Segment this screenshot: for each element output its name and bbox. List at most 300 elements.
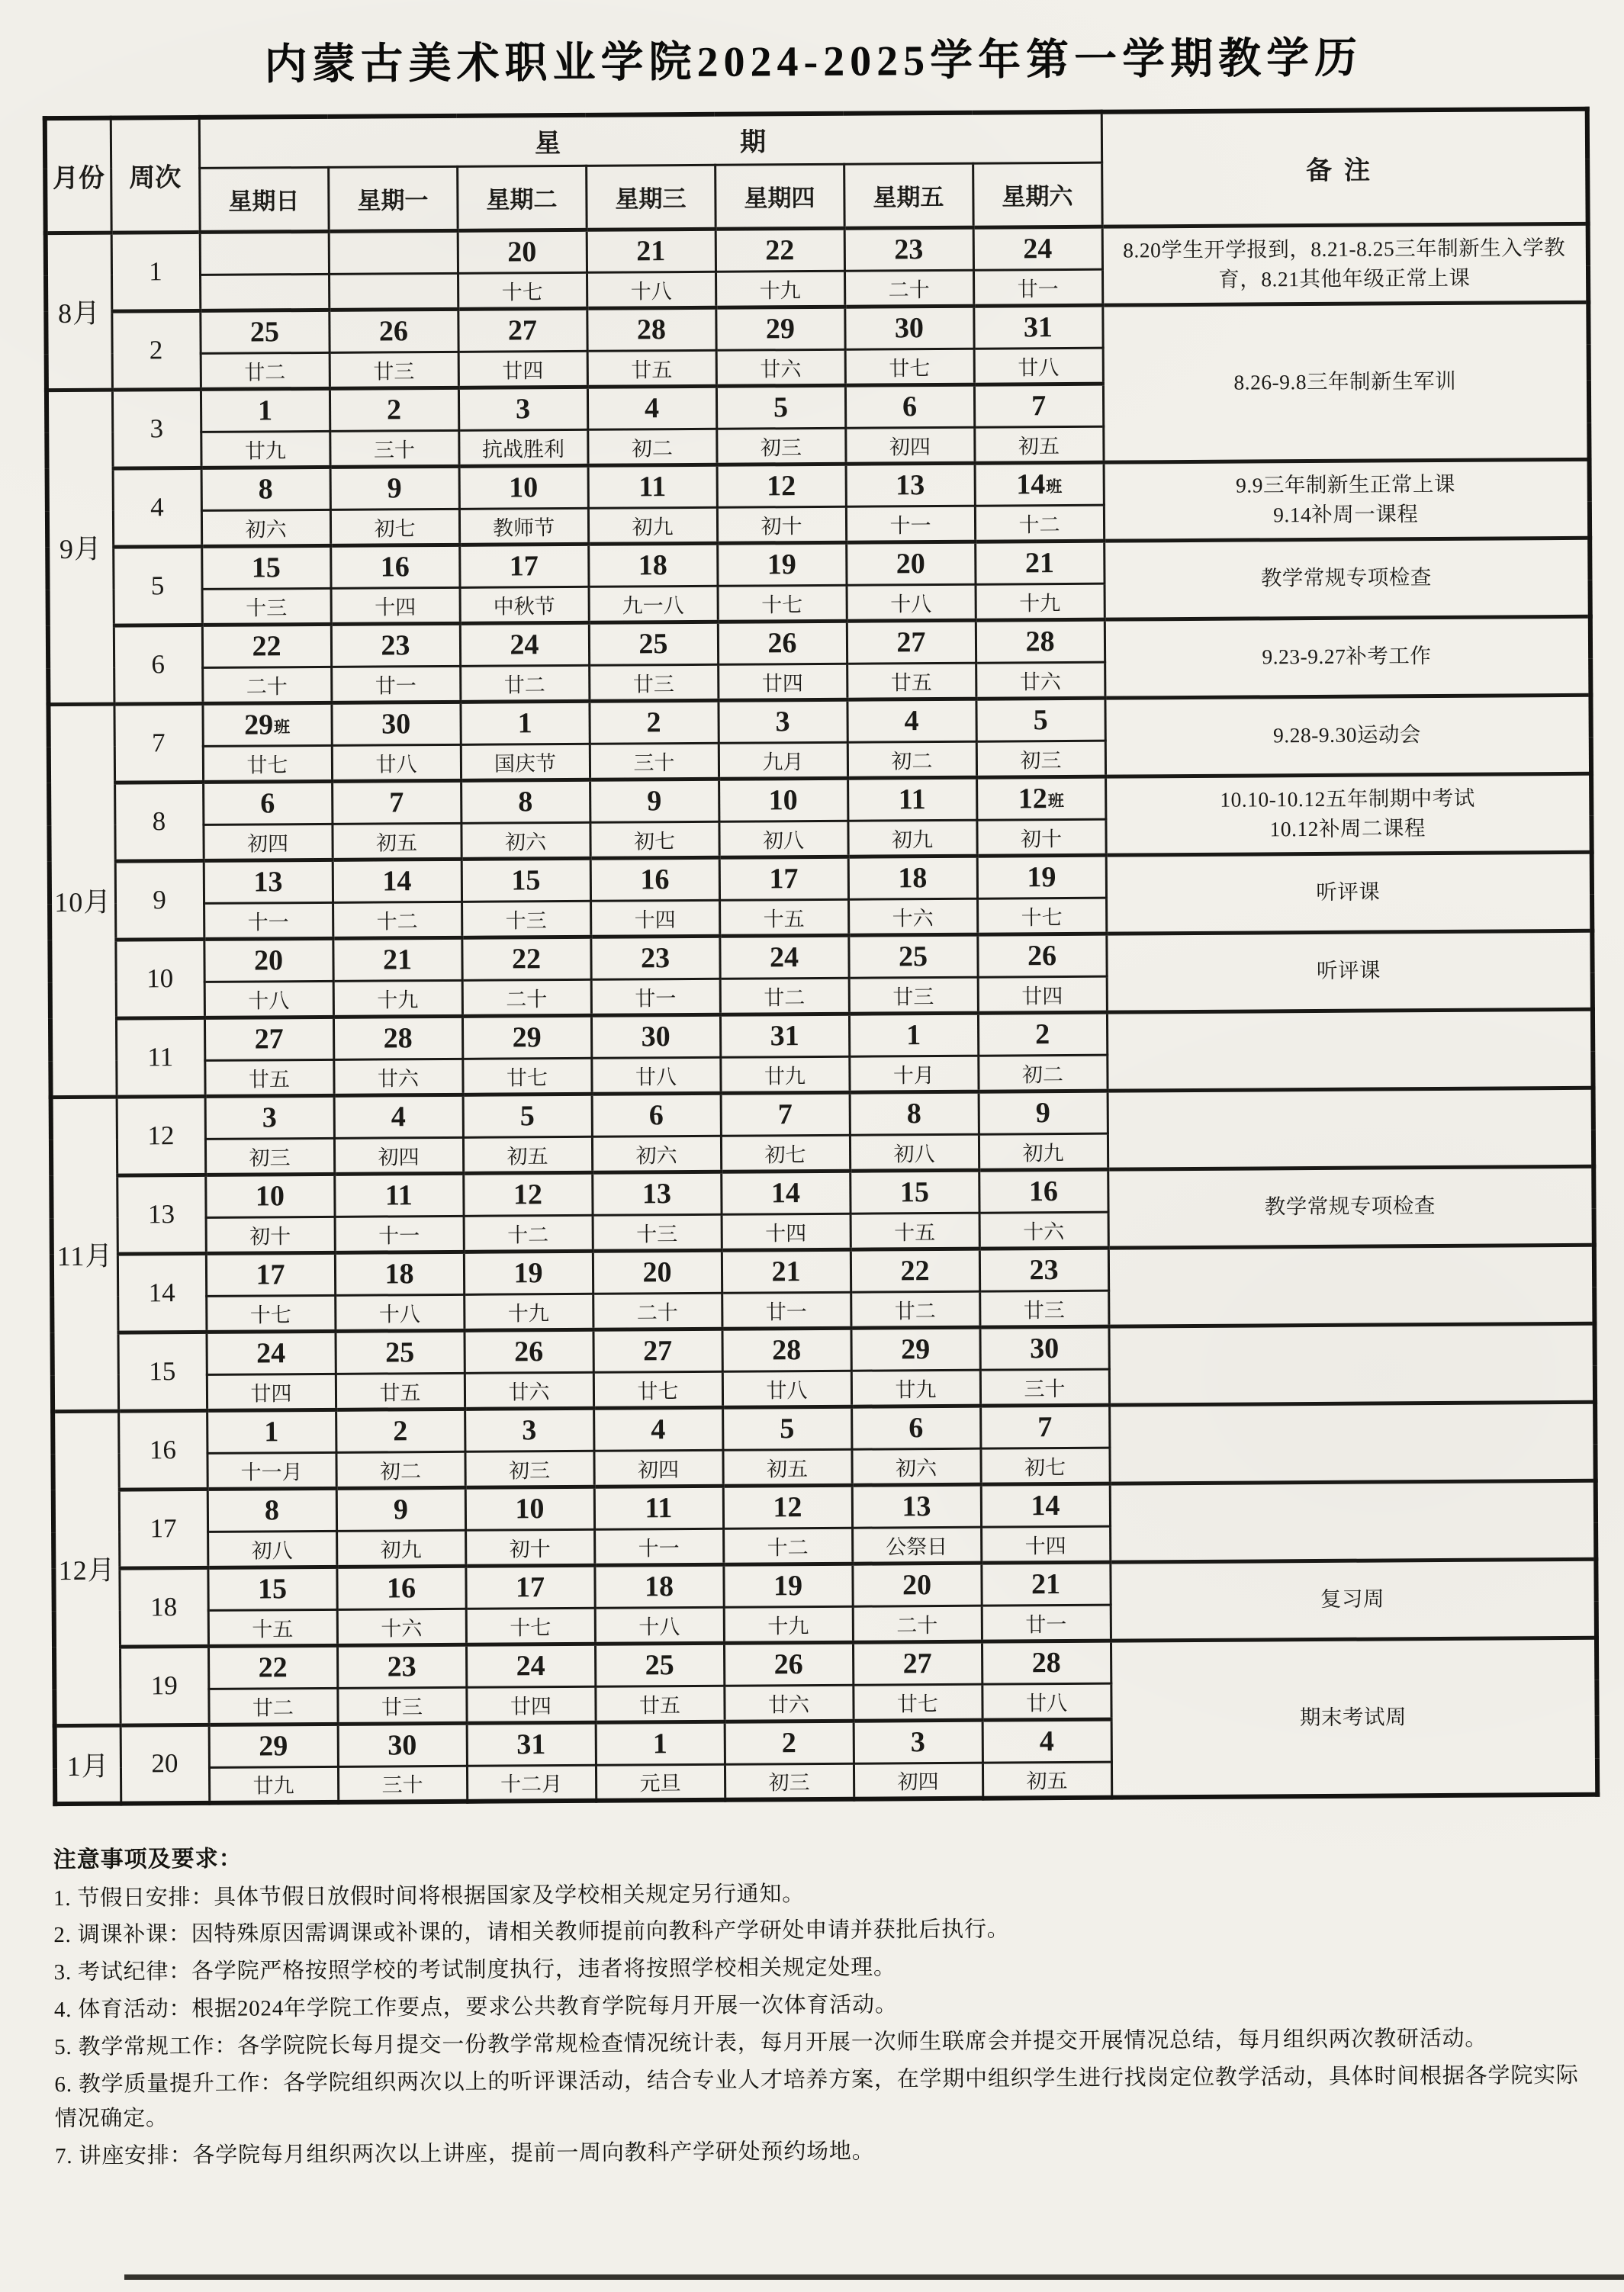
date-cell: 22 <box>208 1645 337 1689</box>
date-cell: 14 <box>333 859 461 902</box>
lunar-cell: 廿五 <box>587 350 716 387</box>
date-cell: 16 <box>590 857 719 901</box>
week-18-date-row <box>53 1559 1596 1611</box>
lunar-cell: 十八 <box>847 584 976 621</box>
lunar-cell: 十一 <box>204 902 333 939</box>
lunar-cell: 十八 <box>587 272 716 308</box>
remark-cell <box>1109 1402 1596 1484</box>
week-group-char: 星 <box>534 130 561 159</box>
date-cell: 20 <box>852 1563 981 1606</box>
date-cell: 18 <box>588 543 717 587</box>
lunar-cell: 初八 <box>207 1531 336 1567</box>
remark-cell: 听评课 <box>1106 852 1593 934</box>
lunar-cell: 十四 <box>590 900 719 937</box>
lunar-cell: 初六 <box>592 1136 721 1172</box>
lunar-cell: 十八 <box>595 1607 724 1644</box>
remark-cell: 8.20学生开学报到，8.21-8.25三年制新生入学教育，8.21其他年级正常上课 <box>1102 223 1589 305</box>
date-cell: 19 <box>977 855 1106 898</box>
lunar-cell: 廿一 <box>722 1292 851 1329</box>
header-weekday-thu: 星期四 <box>715 164 844 229</box>
lunar-cell: 十三 <box>461 901 590 937</box>
note-item-5: 5. 教学常规工作：各学院院长每月提交一份教学常规检查情况统计表，每月开展一次师生联席会并提交开展情况总结，每月组织两次教研活动。 <box>54 2026 1488 2060</box>
lunar-cell: 公祭日 <box>852 1527 981 1564</box>
lunar-cell: 初十 <box>206 1217 335 1253</box>
date-cell: 20 <box>458 230 587 273</box>
remark-cell: 9.23-9.27补考工作 <box>1105 616 1591 698</box>
date-cell: 1 <box>596 1721 725 1765</box>
week-13-date-row <box>51 1166 1593 1218</box>
date-cell: 27 <box>204 1017 333 1060</box>
teaching-calendar-table <box>43 107 1600 1806</box>
date-cell <box>329 230 458 274</box>
lunar-cell: 十三 <box>593 1214 722 1251</box>
month-label: 11月 <box>51 1097 119 1412</box>
date-cell: 1 <box>460 701 589 744</box>
lunar-cell: 廿四 <box>718 664 847 700</box>
date-cell: 23 <box>337 1644 466 1688</box>
date-cell: 30 <box>338 1723 467 1766</box>
notes-heading: 注意事项及要求： <box>53 1846 243 1873</box>
date-cell: 2 <box>336 1409 465 1452</box>
lunar-cell: 初八 <box>719 821 847 857</box>
lunar-cell: 初七 <box>590 821 719 858</box>
date-cell: 19 <box>723 1564 852 1607</box>
scan-edge-line <box>124 2274 1624 2280</box>
week-5-date-row <box>47 538 1590 590</box>
remark-cell: 教学常规专项检查 <box>1104 538 1590 619</box>
header-week-group <box>199 112 1101 168</box>
date-cell: 4 <box>847 699 976 742</box>
lunar-cell: 初五 <box>722 1449 851 1486</box>
date-cell: 7 <box>974 384 1103 427</box>
date-cell: 15 <box>850 1170 979 1214</box>
lunar-cell: 廿七 <box>203 745 332 782</box>
lunar-cell: 初二 <box>978 1055 1107 1091</box>
lunar-cell: 十六 <box>337 1609 466 1645</box>
date-cell: 24 <box>719 935 848 979</box>
date-cell: 31 <box>467 1722 596 1766</box>
lunar-cell: 初二 <box>336 1451 465 1488</box>
lunar-cell: 廿三 <box>589 664 718 701</box>
header-month: 月份 <box>45 118 111 233</box>
lunar-cell: 廿五 <box>204 1059 333 1096</box>
lunar-cell: 初七 <box>330 509 459 545</box>
lunar-cell: 十七 <box>718 585 847 622</box>
date-cell: 22 <box>851 1249 979 1292</box>
lunar-cell: 廿八 <box>982 1683 1111 1720</box>
lunar-cell: 元旦 <box>596 1764 725 1801</box>
lunar-cell: 初三 <box>976 741 1105 777</box>
date-cell: 1 <box>201 388 330 432</box>
date-cell: 3 <box>718 699 847 743</box>
date-cell: 2 <box>330 387 458 431</box>
lunar-cell: 初九 <box>588 507 717 544</box>
date-cell: 12班 <box>976 776 1105 820</box>
lunar-cell: 十五 <box>851 1213 979 1249</box>
date-cell: 23 <box>979 1248 1108 1291</box>
lunar-cell: 廿六 <box>465 1372 593 1409</box>
lunar-cell: 廿一 <box>973 269 1102 306</box>
makeup-class-marker: 班 <box>274 717 291 736</box>
lunar-cell: 国庆节 <box>461 744 590 780</box>
lunar-cell: 廿二 <box>208 1688 337 1725</box>
note-item-7: 7. 讲座安排：各学院每月组织两次以上讲座，提前一周向教科产学研处预约场地。 <box>54 2139 875 2169</box>
week-14-date-row <box>52 1245 1594 1297</box>
date-cell: 25 <box>848 934 977 978</box>
date-cell: 2 <box>589 700 718 744</box>
date-cell: 12 <box>723 1485 852 1529</box>
lunar-cell: 廿四 <box>458 351 587 387</box>
date-cell: 24 <box>466 1644 595 1687</box>
date-cell: 3 <box>458 387 587 430</box>
date-cell: 16 <box>330 545 459 588</box>
date-cell: 26 <box>977 934 1106 977</box>
week-number: 19 <box>120 1646 209 1725</box>
lunar-cell: 廿一 <box>591 979 720 1015</box>
date-cell: 27 <box>853 1641 982 1685</box>
week-12-date-row <box>51 1088 1593 1140</box>
date-cell: 7 <box>980 1405 1109 1448</box>
date-cell: 25 <box>595 1643 724 1686</box>
date-cell: 24 <box>206 1331 335 1374</box>
lunar-cell: 廿六 <box>333 1059 462 1095</box>
lunar-cell: 廿二 <box>720 978 849 1014</box>
lunar-cell <box>200 274 329 310</box>
lunar-cell: 廿四 <box>978 976 1107 1013</box>
lunar-cell: 廿六 <box>716 349 845 386</box>
date-cell: 21 <box>587 229 716 272</box>
date-cell: 20 <box>593 1250 722 1294</box>
date-cell: 19 <box>464 1251 593 1294</box>
date-cell: 23 <box>590 936 719 979</box>
document-content <box>42 17 1597 2177</box>
date-cell: 8 <box>850 1091 979 1135</box>
page-title: 内蒙古美术职业学院2024-2025学年第一学期教学历 <box>264 34 1363 89</box>
date-cell: 12 <box>717 464 846 507</box>
week-number: 13 <box>117 1175 206 1254</box>
remark-cell <box>1107 1009 1593 1091</box>
date-cell: 28 <box>333 1016 462 1059</box>
lunar-cell: 十三 <box>202 588 331 625</box>
month-label: 9月 <box>47 390 114 705</box>
week-number: 3 <box>112 389 201 468</box>
date-cell: 5 <box>463 1094 592 1137</box>
lunar-cell: 廿五 <box>595 1686 724 1722</box>
week-19-date-row <box>54 1638 1597 1689</box>
header-remark: 备注 <box>1101 109 1588 227</box>
remark-cell: 8.26-9.8三年制新生军训 <box>1102 302 1589 462</box>
lunar-cell: 初三 <box>716 428 845 465</box>
lunar-cell: 十七 <box>206 1295 335 1332</box>
lunar-cell: 十九 <box>716 271 844 307</box>
date-cell: 13 <box>204 860 333 903</box>
header-weekday-wed: 星期三 <box>586 165 716 230</box>
lunar-cell: 廿八 <box>332 744 461 781</box>
lunar-cell: 廿五 <box>847 663 976 699</box>
date-cell: 28 <box>976 619 1105 663</box>
lunar-cell: 初三 <box>205 1138 334 1175</box>
remark-cell: 9.9三年制新生正常上课 9.14补周一课程 <box>1104 459 1590 541</box>
lunar-cell: 廿九 <box>209 1766 338 1803</box>
date-cell: 3 <box>205 1095 334 1139</box>
lunar-cell: 廿二 <box>851 1291 979 1328</box>
date-cell: 1 <box>207 1410 336 1453</box>
date-cell: 26 <box>464 1329 593 1373</box>
date-cell: 3 <box>465 1408 593 1451</box>
date-cell: 27 <box>593 1329 722 1372</box>
week-number: 9 <box>115 860 204 940</box>
lunar-cell: 廿九 <box>851 1370 980 1406</box>
date-cell: 22 <box>202 624 331 667</box>
lunar-cell: 初二 <box>587 429 716 465</box>
remark-cell: 10.10-10.12五年制期中考试 10.12补周二课程 <box>1105 773 1592 855</box>
date-cell: 21 <box>975 541 1104 584</box>
lunar-cell: 十四 <box>722 1214 851 1250</box>
lunar-cell: 廿三 <box>337 1687 466 1724</box>
lunar-cell: 十五 <box>208 1609 337 1646</box>
date-cell: 9 <box>336 1487 465 1531</box>
date-cell: 23 <box>331 623 460 667</box>
lunar-cell: 廿三 <box>849 977 978 1014</box>
date-cell: 24 <box>460 622 589 666</box>
lunar-cell: 十七 <box>977 898 1106 934</box>
lunar-cell: 初六 <box>201 510 330 546</box>
remark-cell: 9.28-9.30运动会 <box>1105 695 1592 776</box>
lunar-cell: 廿八 <box>974 348 1103 384</box>
calendar-body <box>46 223 1598 1804</box>
lunar-cell: 初五 <box>463 1136 592 1173</box>
date-cell: 29 <box>851 1327 979 1371</box>
lunar-cell: 二十 <box>462 979 591 1016</box>
lunar-cell: 廿八 <box>722 1371 851 1407</box>
week-11-date-row <box>50 1009 1593 1061</box>
date-cell: 5 <box>722 1406 851 1450</box>
date-cell: 8 <box>201 467 330 510</box>
date-cell: 22 <box>716 228 844 272</box>
date-cell: 26 <box>724 1642 853 1686</box>
lunar-cell: 初三 <box>725 1763 854 1800</box>
date-cell: 10 <box>719 778 847 821</box>
header-weekday-sun: 星期日 <box>199 167 329 232</box>
week-number: 5 <box>113 546 202 625</box>
header-weekday-tue: 星期二 <box>457 166 587 230</box>
lunar-cell: 初四 <box>845 427 974 464</box>
date-cell: 13 <box>852 1484 981 1528</box>
date-cell: 31 <box>720 1014 849 1057</box>
lunar-cell: 十八 <box>335 1294 464 1331</box>
date-cell: 25 <box>589 622 718 665</box>
lunar-cell: 初五 <box>332 823 461 860</box>
date-cell: 1 <box>849 1013 978 1056</box>
week-number: 17 <box>119 1489 208 1568</box>
date-cell: 10 <box>459 465 588 509</box>
remark-cell: 听评课 <box>1106 931 1593 1012</box>
lunar-cell: 九月 <box>719 742 847 779</box>
calendar-header <box>45 109 1588 233</box>
date-cell: 2 <box>725 1721 854 1764</box>
header-weekday-sat: 星期六 <box>973 162 1102 227</box>
date-cell: 6 <box>203 781 332 825</box>
week-number: 1 <box>111 232 201 311</box>
lunar-cell: 廿六 <box>976 662 1105 699</box>
lunar-cell: 教师节 <box>459 508 588 545</box>
lunar-cell: 初六 <box>461 822 590 859</box>
lunar-cell: 十八 <box>204 981 333 1017</box>
date-cell: 21 <box>722 1249 851 1293</box>
week-17-date-row <box>53 1480 1596 1532</box>
note-item-3: 3. 考试纪律：各学院严格按照学校的考试制度执行，违者将按照学校相关规定处理。 <box>53 1955 896 1985</box>
lunar-cell: 廿五 <box>336 1373 465 1410</box>
date-cell: 6 <box>845 384 974 428</box>
date-cell: 29 <box>462 1015 591 1059</box>
lunar-cell: 十五 <box>719 899 848 936</box>
lunar-cell: 初九 <box>847 820 976 857</box>
lunar-cell: 十月 <box>849 1056 978 1092</box>
date-cell: 14 <box>721 1171 850 1214</box>
remark-cell <box>1110 1480 1597 1562</box>
lunar-cell: 十二 <box>333 902 461 938</box>
lunar-cell: 十四 <box>331 587 460 624</box>
date-cell: 6 <box>592 1093 721 1136</box>
date-cell: 30 <box>331 702 460 745</box>
header-row-group <box>45 109 1587 169</box>
lunar-cell: 十二 <box>975 505 1104 542</box>
lunar-cell: 十六 <box>848 898 977 935</box>
lunar-cell: 初十 <box>465 1529 594 1566</box>
date-cell: 11 <box>334 1173 463 1217</box>
lunar-cell: 廿三 <box>330 352 458 388</box>
week-10-date-row <box>50 931 1592 982</box>
lunar-cell: 九一八 <box>589 586 718 622</box>
date-cell: 4 <box>334 1095 463 1138</box>
lunar-cell: 十一月 <box>207 1452 336 1489</box>
week-number: 10 <box>115 939 204 1018</box>
date-cell: 17 <box>719 857 848 900</box>
remark-cell: 复习周 <box>1110 1559 1597 1641</box>
lunar-cell: 十一 <box>335 1216 464 1252</box>
lunar-cell: 十六 <box>979 1212 1108 1249</box>
date-cell: 13 <box>592 1172 721 1215</box>
date-cell: 29 <box>209 1724 338 1767</box>
month-label: 10月 <box>48 704 116 1098</box>
week-number: 16 <box>118 1410 207 1490</box>
note-item-1: 1. 节假日安排：具体节假日放假时间将根据国家及学校相关规定另行通知。 <box>53 1881 806 1911</box>
lunar-cell: 二十 <box>853 1606 982 1642</box>
week-1-date-row <box>46 223 1588 275</box>
header-weekday-fri: 星期五 <box>844 163 973 228</box>
remark-cell <box>1108 1245 1595 1326</box>
week-number: 20 <box>121 1725 210 1804</box>
date-cell: 7 <box>332 780 461 824</box>
date-cell: 15 <box>207 1567 336 1610</box>
week-number: 6 <box>114 625 203 704</box>
lunar-cell: 廿四 <box>207 1374 336 1410</box>
date-cell: 21 <box>981 1562 1110 1606</box>
week-9-date-row <box>50 852 1592 904</box>
date-cell: 27 <box>847 620 976 664</box>
lunar-cell: 初九 <box>979 1133 1108 1170</box>
date-cell: 30 <box>591 1014 720 1058</box>
lunar-cell: 初二 <box>847 741 976 778</box>
makeup-class-marker: 班 <box>1046 477 1063 496</box>
week-16-date-row <box>53 1402 1595 1454</box>
date-cell: 21 <box>333 937 461 981</box>
date-cell: 4 <box>593 1407 722 1451</box>
lunar-cell: 廿七 <box>462 1058 591 1095</box>
week-number: 12 <box>117 1096 206 1175</box>
date-cell: 11 <box>588 465 717 508</box>
date-cell: 20 <box>846 542 975 585</box>
date-cell: 22 <box>461 937 590 980</box>
lunar-cell: 十一 <box>846 506 975 542</box>
lunar-cell: 十一 <box>594 1529 723 1565</box>
lunar-cell: 初四 <box>854 1763 982 1799</box>
lunar-cell: 中秋节 <box>460 587 589 623</box>
note-item-2: 2. 调课补课：因特殊原因需调课或补课的，请相关教师提前向教科产学研处申请并获批后执行。 <box>53 1917 1010 1948</box>
week-number: 15 <box>117 1332 207 1411</box>
lunar-cell: 初四 <box>334 1137 463 1174</box>
lunar-cell: 三十 <box>330 430 458 467</box>
date-cell: 17 <box>459 544 588 587</box>
date-cell: 9 <box>979 1091 1108 1134</box>
date-cell <box>200 231 329 275</box>
lunar-cell: 初五 <box>982 1762 1111 1799</box>
note-item-6: 6. 教学质量提升工作：各学院组织两次以上的听评课活动，结合专业人才培养方案，在学期中组织学生进行找岗定位教学活动，具体时间根据各学院实际情况确定。 <box>54 2063 1579 2132</box>
header-weekday-mon: 星期一 <box>328 166 458 231</box>
week-7-date-row <box>48 695 1590 747</box>
lunar-cell: 十九 <box>976 583 1105 620</box>
date-cell: 29班 <box>202 702 331 746</box>
date-cell: 8 <box>207 1488 336 1532</box>
lunar-cell: 初四 <box>593 1450 722 1487</box>
lunar-cell: 廿七 <box>853 1684 982 1721</box>
remark-cell <box>1108 1088 1594 1169</box>
month-label: 1月 <box>55 1725 121 1805</box>
date-cell: 25 <box>335 1330 464 1374</box>
lunar-cell: 二十 <box>844 270 973 307</box>
date-cell: 5 <box>976 698 1105 741</box>
lunar-cell: 十二月 <box>467 1765 596 1802</box>
date-cell: 14 <box>981 1484 1110 1527</box>
date-cell: 7 <box>721 1092 850 1136</box>
lunar-cell <box>329 273 458 310</box>
lunar-cell: 初七 <box>721 1135 850 1172</box>
week-number: 2 <box>111 310 201 390</box>
date-cell: 15 <box>201 545 330 589</box>
week-group-char: 期 <box>739 128 767 157</box>
date-cell: 16 <box>336 1566 465 1609</box>
date-cell: 30 <box>844 306 973 349</box>
lunar-cell: 初六 <box>851 1448 980 1485</box>
lunar-cell: 初三 <box>465 1451 593 1487</box>
date-cell: 28 <box>982 1641 1111 1684</box>
date-cell: 18 <box>848 856 977 899</box>
remark-cell: 期末考试周 <box>1111 1638 1597 1798</box>
lunar-cell: 廿一 <box>331 666 460 702</box>
date-cell: 11 <box>594 1486 723 1529</box>
date-cell: 15 <box>461 858 590 902</box>
lunar-cell: 廿七 <box>845 349 974 385</box>
lunar-cell: 廿九 <box>720 1056 849 1093</box>
lunar-cell: 初五 <box>974 426 1103 463</box>
date-cell: 24 <box>973 227 1102 270</box>
lunar-cell: 初九 <box>336 1530 465 1567</box>
date-cell: 11 <box>847 777 976 821</box>
remark-cell: 教学常规专项检查 <box>1108 1166 1594 1248</box>
week-number: 8 <box>114 782 204 861</box>
date-cell: 5 <box>716 385 845 429</box>
date-cell: 20 <box>204 938 333 982</box>
